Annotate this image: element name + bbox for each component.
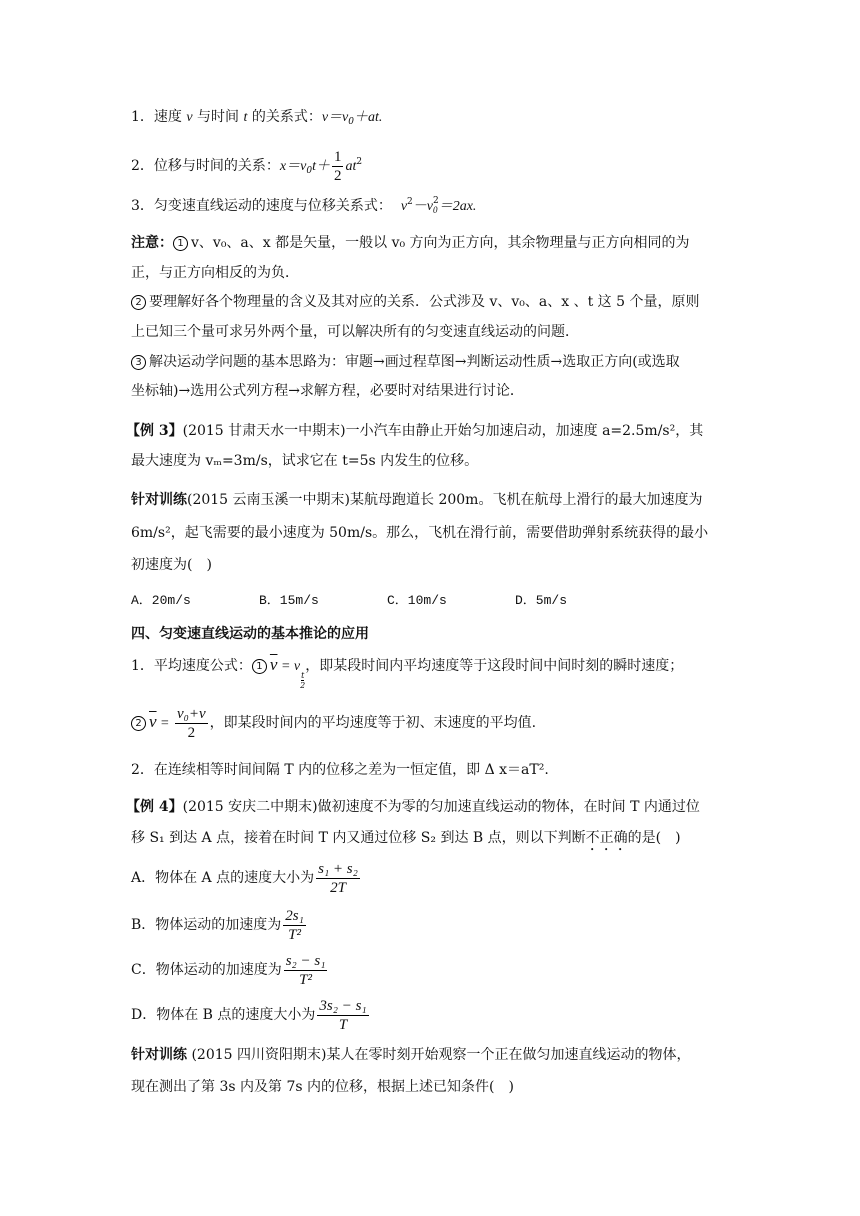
fraction [316, 860, 360, 897]
training-1-line-2: 6m/s²，起飞需要的最小速度为 50m/s。那么，飞机在滑行前，需要借助弹射系统获得的最小 [131, 525, 709, 541]
displacement-difference: 2．在连续相等时间间隔 T 内的位移之差为一恒定值，即 Δ x＝aT². [131, 762, 549, 778]
numerator: s₂ − s₁ [285, 952, 326, 969]
formula-velocity-time [131, 107, 382, 132]
superscript: 2 [432, 196, 439, 206]
option-text: D．物体在 B 点的速度大小为 [131, 1007, 316, 1023]
v-bar: $\overline{v}$ [149, 712, 157, 731]
training-1-line-1 [131, 490, 702, 510]
formula-displacement-time [131, 142, 362, 191]
denominator: 2T [330, 879, 346, 896]
example-4-option-d [131, 995, 371, 1035]
circled-number: 2 [131, 716, 146, 731]
option-d: D．5m/s [515, 593, 568, 608]
example-text: (2015 安庆二中期末)做初速度不为零的匀加速直线运动的物体，在时间 T 内通过位 [182, 799, 700, 815]
section-heading: 四、匀变速直线运动的基本推论的应用 [131, 626, 369, 642]
example-text: 的是( ) [627, 830, 681, 846]
training-text: (2015 四川资阳期末)某人在零时刻开始观察一个正在做匀加速直线运动的物体， [187, 1047, 691, 1063]
formula-label: 1．平均速度公式： [131, 658, 252, 674]
average-velocity-formula-2 [131, 702, 536, 744]
option-c: C．10m/s [387, 593, 447, 608]
subscript: 0 [348, 117, 354, 127]
equation: v [400, 199, 408, 214]
symbol: v [186, 110, 193, 125]
option-text: C．物体运动的加速度为 [131, 962, 282, 978]
note-text: 要理解好各个物理量的含义及其对应的关系．公式涉及 v、v₀、a、x 、t 这 5 个量，原则 [149, 294, 700, 310]
equation: t＋ [312, 159, 330, 174]
example-text: (2015 甘肃天水一中期末)一小汽车由静止开始匀加速启动，加速度 a=2.5m/s²，其 [182, 423, 704, 439]
training-2-line-1 [131, 1045, 690, 1065]
sub-num: t [301, 671, 305, 680]
equation: －v [412, 199, 433, 214]
v-bar: $\overline{v}$ [269, 655, 278, 674]
option-a: A．20m/s [131, 593, 191, 608]
note-3-line-1 [131, 352, 680, 372]
subscript: 0 [432, 205, 438, 215]
denominator: T² [299, 971, 312, 988]
fraction-average [175, 705, 208, 742]
note-1-line-2: 正，与正方向相反的为负． [131, 265, 299, 281]
circled-number: 1 [173, 236, 188, 251]
note-2-line-1 [131, 292, 699, 312]
training-tag: 针对训练 [131, 492, 187, 508]
superscript: 2 [356, 157, 363, 167]
denominator: 2 [333, 167, 342, 184]
numerator: v₀+v [177, 705, 206, 722]
example-3-line-1 [126, 421, 703, 441]
fraction [284, 952, 328, 989]
subscript: 0 [306, 166, 313, 176]
equation: = v [277, 659, 301, 674]
emphasis-text: 不正确 [585, 830, 628, 846]
training-text: (2015 云南玉溪一中期末)某航母跑道长 200m。飞机在航母上滑行的最大加速度为 [187, 492, 703, 508]
note-1-line-1 [131, 233, 690, 253]
fraction [317, 997, 368, 1034]
note-3-line-2: 坐标轴)→选用公式列方程→求解方程，必要时对结果进行讨论． [131, 383, 524, 399]
note-heading: 注意： [131, 235, 173, 251]
denominator: 2 [187, 724, 196, 741]
training-2-line-2: 现在测出了第 3s 内及第 7s 内的位移，根据上述已知条件( ) [131, 1079, 514, 1095]
fraction [283, 907, 306, 944]
example-4-line-1 [126, 797, 700, 817]
example-3-line-2: 最大速度为 vₘ=3m/s，试求它在 t=5s 内发生的位移。 [131, 453, 479, 469]
example-4-option-c [131, 950, 329, 990]
sub-den: 2 [300, 681, 306, 690]
formula-velocity-displacement [131, 192, 476, 217]
average-velocity-formula-1 [131, 652, 683, 690]
example-tag: 【例 4】 [126, 799, 183, 815]
formula-text: ，即某段时间内的平均速度等于初、末速度的平均值. [209, 715, 537, 731]
equation: v＝v [321, 110, 349, 125]
circled-number: 2 [131, 295, 146, 310]
text: 与时间 [192, 109, 244, 125]
formula-text: ，即某段时间内平均速度等于这段时间中间时刻的瞬时速度； [305, 658, 684, 674]
example-4-option-b [131, 905, 308, 945]
superscript: 2 [407, 197, 413, 207]
option-text: B．物体运动的加速度为 [131, 917, 282, 933]
equation: ＋at. [354, 110, 383, 125]
equation: = [156, 716, 173, 731]
denominator: T² [288, 926, 301, 943]
equation: ＝2ax. [438, 199, 477, 214]
equation: x＝v [279, 159, 307, 174]
note-2-line-2: 上已知三个量可求另外两个量，可以解决所有的匀变速直线运动的问题． [131, 324, 579, 340]
formula-label: 1．速度 [131, 109, 187, 125]
text: 的关系式： [247, 109, 322, 125]
equation: at [345, 159, 357, 174]
numerator: 3s₂ − s₁ [319, 997, 367, 1014]
numerator: 2s₁ [285, 907, 304, 924]
symbol: t [243, 110, 248, 125]
denominator: T [338, 1016, 348, 1033]
example-text: 移 S₁ 到达 A 点，接着在时间 T 内又通过位移 S₂ 到达 B 点，则以下判断 [131, 830, 586, 846]
fraction-half [332, 148, 344, 185]
example-tag: 【例 3】 [126, 423, 183, 439]
training-tag: 针对训练 [131, 1047, 187, 1063]
training-1-options [131, 591, 643, 611]
numerator: s₁ + s₂ [318, 860, 358, 877]
formula-label: 2．位移与时间的关系： [131, 158, 280, 174]
example-4-line-2 [131, 828, 681, 854]
formula-label: 3．匀变速直线运动的速度与位移关系式： [131, 198, 392, 214]
option-text: A．物体在 A 点的速度大小为 [131, 870, 315, 886]
circled-number: 3 [131, 355, 146, 370]
example-4-option-a [131, 858, 362, 898]
numerator: 1 [333, 148, 342, 165]
note-text: v、v₀、a、x 都是矢量，一般以 v₀ 方向为正方向，其余物理量与正方向相同的为 [191, 235, 690, 251]
training-1-line-3: 初速度为( ) [131, 557, 212, 573]
option-b: B．15m/s [259, 593, 319, 608]
circled-number: 1 [252, 659, 267, 674]
note-text: 解决运动学问题的基本思路为：审题→画过程草图→判断运动性质→选取正方向(或选取 [149, 354, 680, 370]
